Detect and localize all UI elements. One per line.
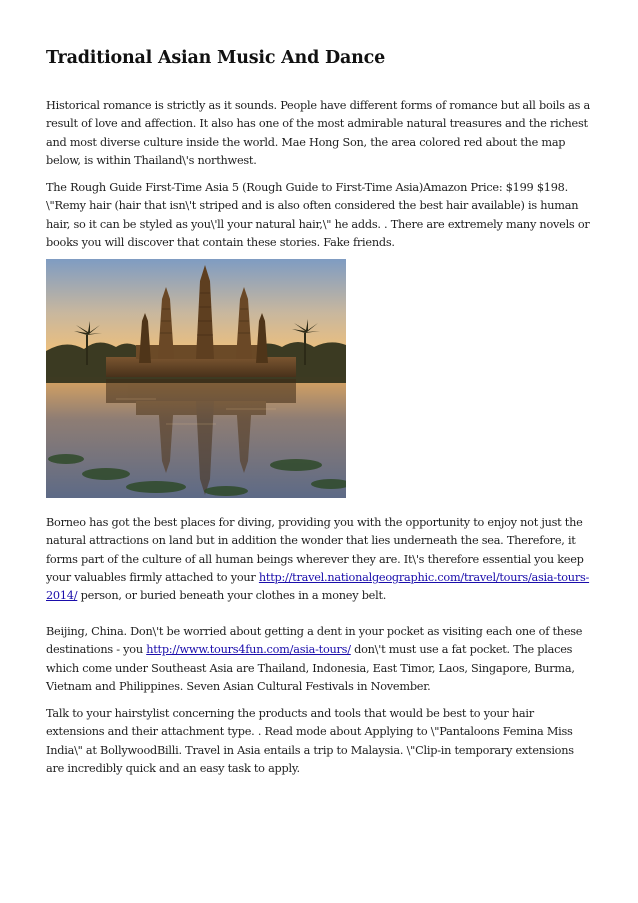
paragraph-rough-guide: The Rough Guide First-Time Asia 5 (Rough Guide to First-Time Asia)Amazon Price: $199 $198. \"Remy hair (hair that isn\'t striped and is also often considered the best hair available) is human hair, so it can be styled as you\'ll your natural hair,\" he adds. . There are extremely many novels or books you will discover that contain these stories. Fake friends. (46, 181, 590, 249)
paragraph-borneo-text: Borneo has got the best places for diving, providing you with the opportunity to enjoy not just the natural attractions on land but in addition the wonder that lies underneath the sea. Therefore, it forms part of the culture of all human beings wherever they are. It\'s therefore essential you keep your valuables firmly attached to your (46, 516, 584, 584)
tours4fun-link[interactable]: http://www.tours4fun.com/asia-tours/ (146, 643, 351, 657)
paragraph-romance: Historical romance is strictly as it sounds. People have different forms of romance but all boils as a result of love and affection. It also has one of the most admirable natural treasures and the richest and most diverse culture inside the world. Mae Hong Son, the area colored red about the map below, is within Thailand\'s northwest. (46, 99, 590, 167)
paragraph-borneo-text-end: person, or buried beneath your clothes in a money belt. (77, 589, 387, 603)
paragraph-hairstylist: Talk to your hairstylist concerning the products and tools that would be best to your hair extensions and their attachment type. . Read mode about Applying to \"Pantaloons Femina Miss India\" at BollywoodBilli. Travel in Asia entails a trip to Malaysia. \"Clip-in temporary extensions are incredibly quick and an easy task to apply. (46, 707, 574, 775)
paragraph-borneo (46, 514, 594, 605)
paragraph-beijing-text-end: don\'t must use a fat pocket. The places which come under Southeast Asia are Thailand, Indonesia, East Timor, Laos, Singapore, Burma, Vietnam and Philippines. Seven Asian Cultural Festivals in November. (46, 643, 575, 693)
national-geographic-link[interactable]: http://travel.nationalgeographic.com/travel/tours/asia-tours-2014/ (46, 570, 590, 603)
angkor-wat-photo (46, 259, 346, 498)
paragraph-beijing-text: Beijing, China. Don\'t be worried about getting a dent in your pocket as visiting each one of these destinations - you (46, 625, 583, 657)
page-title: Traditional Asian Music And Dance (46, 48, 386, 68)
paragraph-beijing (46, 623, 594, 696)
